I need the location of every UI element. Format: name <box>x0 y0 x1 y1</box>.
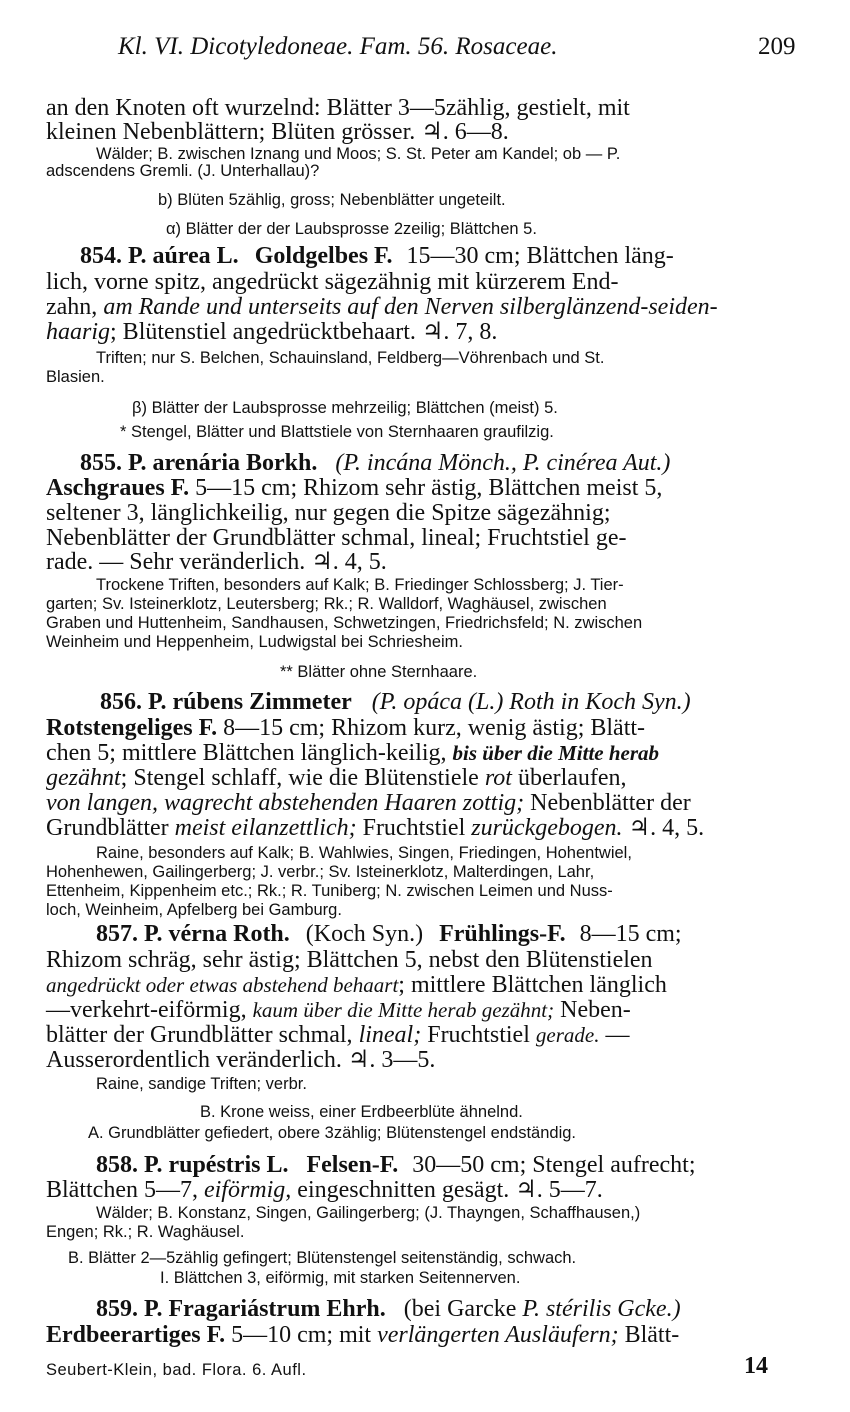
locality-line: Wälder; B. Konstanz, Singen, Gailingerberg; (J. Thayngen, Schaffhausen,) <box>96 1204 641 1222</box>
locality-line: Triften; nur S. Belchen, Schauinsland, Feldberg—Vöhrenbach und St. <box>96 349 605 367</box>
sheet-number: 14 <box>744 1353 768 1379</box>
text-line: lich, vorne spitz, angedrückt sägezähnig mit kürzerem End- <box>46 269 619 295</box>
key-line: A. Grundblätter gefiedert, obere 3zählig; Blütenstengel endständig. <box>88 1124 576 1142</box>
key-line: B. Krone weiss, einer Erdbeerblüte ähnelnd. <box>200 1103 523 1121</box>
key-line: α) Blätter der der Laubsprosse 2zeilig; Blättchen 5. <box>166 220 537 238</box>
description-text: 15—30 cm; Blättchen läng- <box>406 243 674 269</box>
text-line: Nebenblätter der Grundblätter schmal, lineal; Fruchtstiel ge- <box>46 525 627 551</box>
locality-line: Raine, sandige Triften; verbr. <box>96 1075 307 1093</box>
text-line: blätter der Grundblätter schmal, lineal; Fruchtstiel gerade. — <box>46 1022 630 1048</box>
locality-line: adscendens Gremli. (J. Unterhallau)? <box>46 162 320 180</box>
locality-line: Trockene Triften, besonders auf Kalk; B. Friedinger Schlossberg; J. Tier- <box>96 576 624 594</box>
text-line: gezähnt; Stengel schlaff, wie die Blütenstiele rot überlaufen, <box>46 765 627 791</box>
text-line: von langen, wagrecht abstehenden Haaren zottig; Nebenblätter der <box>46 790 691 816</box>
species-common-name: Felsen-F. <box>306 1152 399 1178</box>
locality-line: Graben und Huttenheim, Sandhausen, Schwetzingen, Friedrichsfeld; N. zwischen <box>46 614 643 632</box>
species-entry-854 <box>80 244 674 268</box>
page-number: 209 <box>758 33 796 60</box>
text-line: zahn, am Rande und unterseits auf den Nerven silberglänzend-seiden- <box>46 294 718 320</box>
text-line: rade. — Sehr veränderlich. ♃. 4, 5. <box>46 549 387 575</box>
text-line: Erdbeerartiges F. 5—10 cm; mit verlängerten Ausläufern; Blätt- <box>46 1322 680 1348</box>
species-entry-856 <box>100 690 691 714</box>
printer-signature: Seubert-Klein, bad. Flora. 6. Aufl. <box>46 1361 307 1379</box>
synonym-text: (P. opáca (L.) Roth in Koch Syn.) <box>371 689 691 715</box>
locality-line: garten; Sv. Isteinerklotz, Leutersberg; Rk.; R. Walldorf, Waghäusel, zwischen <box>46 595 607 613</box>
locality-line: Engen; Rk.; R. Waghäusel. <box>46 1223 245 1241</box>
text-line: Rhizom schräg, sehr ästig; Blättchen 5, nebst den Blütenstielen <box>46 947 653 973</box>
running-head: Kl. VI. Dicotyledoneae. Fam. 56. Rosaceae. <box>118 33 558 60</box>
text-line: kleinen Nebenblättern; Blüten grösser. ♃. 6—8. <box>46 119 509 145</box>
species-number-name: 855. P. arenária Borkh. <box>80 450 318 476</box>
text-line: chen 5; mittlere Blättchen länglich-keilig, bis über die Mitte herab <box>46 740 660 766</box>
key-line: β) Blätter der Laubsprosse mehrzeilig; Blättchen (meist) 5. <box>132 399 558 417</box>
key-line: * Stengel, Blätter und Blattstiele von Sternhaaren graufilzig. <box>120 423 554 441</box>
text-line: Grundblätter meist eilanzettlich; Fruchtstiel zurückgebogen. ♃. 4, 5. <box>46 815 705 841</box>
species-number-name: 859. P. Fragariástrum Ehrh. <box>96 1296 386 1322</box>
species-entry-855 <box>80 451 670 475</box>
key-line: b) Blüten 5zählig, gross; Nebenblätter ungeteilt. <box>158 191 506 209</box>
text-line: —verkehrt-eiförmig, kaum über die Mitte herab gezähnt; Neben- <box>46 997 631 1023</box>
species-common-name: Frühlings-F. <box>439 921 566 947</box>
locality-line: Weinheim und Heppenheim, Ludwigstal bei Schriesheim. <box>46 633 464 651</box>
key-line: B. Blätter 2—5zählig gefingert; Blütenstengel seitenständig, schwach. <box>68 1249 577 1267</box>
text-line: Aschgraues F. 5—15 cm; Rhizom sehr ästig, Blättchen meist 5, <box>46 475 663 501</box>
text-line: Ausserordentlich veränderlich. ♃. 3—5. <box>46 1047 436 1073</box>
species-number-name: 858. P. rupéstris L. <box>96 1152 289 1178</box>
locality-line: Blasien. <box>46 368 105 386</box>
species-number-name: 856. P. rúbens Zimmeter <box>100 689 352 715</box>
text-line: an den Knoten oft wurzelnd: Blätter 3—5zählig, gestielt, mit <box>46 95 630 121</box>
species-entry-859: 859. P. Fragariástrum Ehrh. (bei Garcke P. stérilis Gcke.) <box>96 1296 681 1322</box>
text-line: Rotstengeliges F. 8—15 cm; Rhizom kurz, wenig ästig; Blätt- <box>46 715 646 741</box>
species-entry-858: 858. P. rupéstris L. Felsen-F. 30—50 cm; Stengel aufrecht; <box>96 1152 696 1178</box>
key-line: ** Blätter ohne Sternhaare. <box>280 663 478 681</box>
synonym-text: (P. incána Mönch., P. cinérea Aut.) <box>335 450 671 476</box>
locality-line: Ettenheim, Kippenheim etc.; Rk.; R. Tuniberg; N. zwischen Leimen und Nuss- <box>46 882 613 900</box>
locality-line: Hohenhewen, Gailingerberg; J. verbr.; Sv. Isteinerklotz, Malterdingen, Lahr, <box>46 863 595 881</box>
locality-line: Wälder; B. zwischen Iznang und Moos; S. St. Peter am Kandel; ob — P. <box>96 145 621 163</box>
text-line: seltener 3, länglichkeilig, nur gegen die Spitze sägezähnig; <box>46 500 611 526</box>
text-line: Blättchen 5—7, eiförmig, eingeschnitten gesägt. ♃. 5—7. <box>46 1177 603 1203</box>
species-common-name: Goldgelbes F. <box>254 243 393 269</box>
species-number-name: 857. P. vérna Roth. <box>96 921 290 947</box>
locality-line: Raine, besonders auf Kalk; B. Wahlwies, Singen, Friedingen, Hohentwiel, <box>96 844 632 862</box>
key-line: I. Blättchen 3, eiförmig, mit starken Seitennerven. <box>160 1269 521 1287</box>
species-entry-857: 857. P. vérna Roth. (Koch Syn.) Frühlings-F. 8—15 cm; <box>96 921 682 947</box>
locality-line: loch, Weinheim, Apfelberg bei Gamburg. <box>46 901 342 919</box>
species-number-name: 854. P. aúrea L. <box>80 243 239 269</box>
text-line: angedrückt oder etwas abstehend behaart; mittlere Blättchen länglich <box>46 972 667 998</box>
text-line: haarig; Blütenstiel angedrücktbehaart. ♃. 7, 8. <box>46 319 498 345</box>
